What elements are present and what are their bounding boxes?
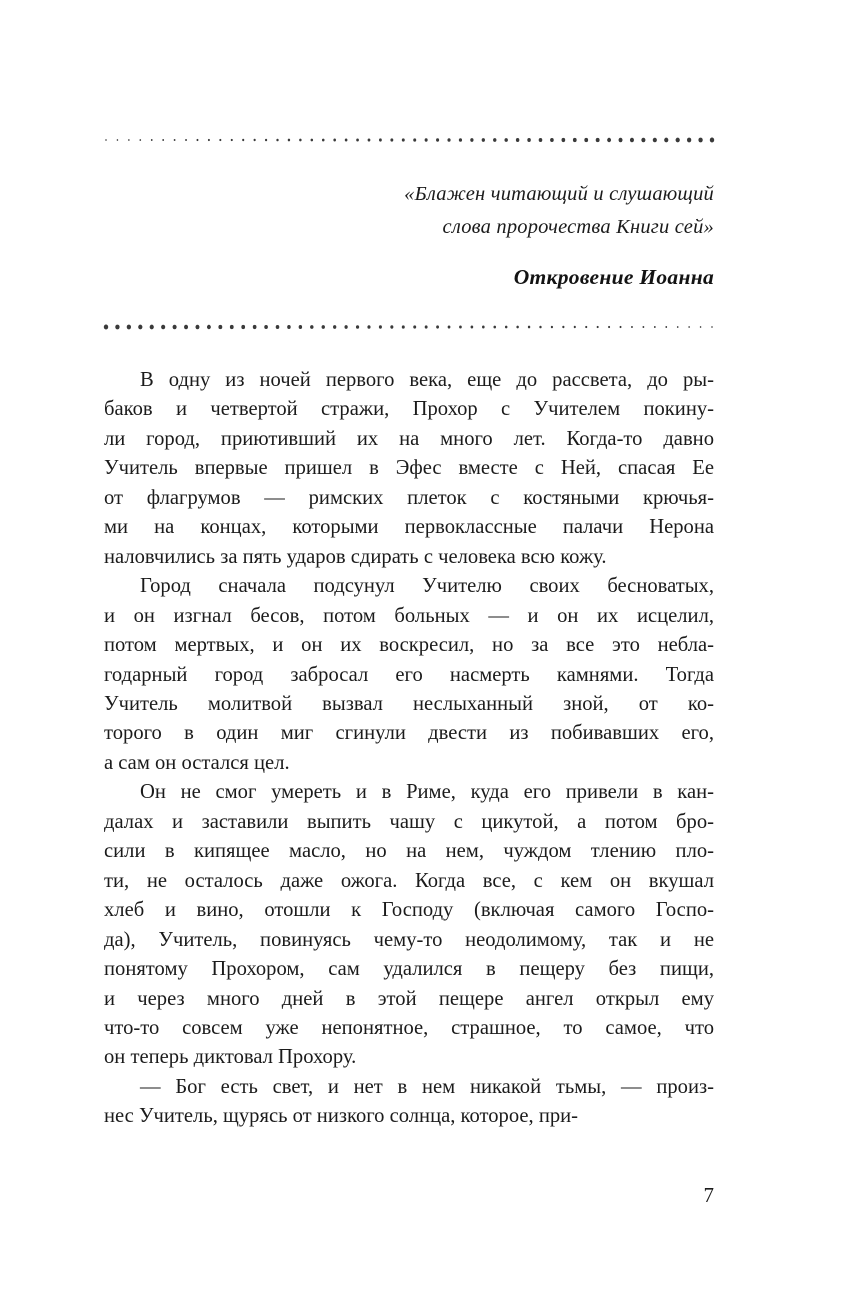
text-line: Учитель молитвой вызвал неслыханный зной, от ко- <box>104 692 714 715</box>
divider-dot <box>128 139 130 141</box>
divider-dot <box>447 138 450 142</box>
divider-dot <box>276 325 280 329</box>
text-line: Он не смог умереть и в Риме, куда его привели в кан- <box>140 781 714 804</box>
divider-dot <box>677 326 679 328</box>
divider-dot <box>195 325 199 329</box>
divider-dot <box>470 138 473 142</box>
divider-dot <box>585 326 587 328</box>
divider-dot <box>710 138 714 143</box>
text-line: да), Учитель, повинуясь чему-то неодолимому, так и не <box>104 928 714 951</box>
divider-dot <box>151 139 153 141</box>
divider-dot <box>115 325 119 330</box>
divider-dot <box>344 325 347 329</box>
divider-dot <box>641 138 645 143</box>
divider-dot <box>551 326 553 329</box>
divider-dot <box>471 326 474 329</box>
text-line: нес Учитель, щурясь от низкого солнца, которое, при- <box>104 1105 579 1128</box>
divider-dot <box>390 138 393 141</box>
divider-dot <box>687 138 691 143</box>
divider-dot <box>413 138 416 141</box>
divider-dot <box>608 326 610 328</box>
divider-dot <box>425 325 428 328</box>
epigraph-line-2: слова пророчества Книги сей» <box>442 216 714 238</box>
text-line: от флагрумов — римских плеток с костяными крючья- <box>104 486 714 509</box>
divider-dot <box>482 138 485 142</box>
paragraph <box>104 1073 714 1132</box>
dotted-divider-bottom <box>104 319 716 335</box>
divider-top-dots <box>105 138 714 143</box>
divider-dot <box>528 326 530 329</box>
paragraph <box>104 572 714 778</box>
divider-dot <box>322 325 325 329</box>
divider-dot <box>117 139 119 141</box>
divider-dot <box>208 139 210 141</box>
divider-dot <box>368 138 371 141</box>
divider-dot <box>139 139 141 141</box>
divider-dot <box>550 138 554 142</box>
divider-dot <box>516 326 518 329</box>
text-line: Город сначала подсунул Учителю своих бесноватых, <box>140 575 714 598</box>
divider-dot <box>413 325 416 328</box>
divider-dot <box>539 138 543 142</box>
divider-dot <box>311 139 313 142</box>
divider-dot <box>642 326 644 328</box>
divider-dot <box>356 138 359 141</box>
divider-dot <box>698 138 702 143</box>
text-line: годарный город забросал его насмерть камнями. Тогда <box>104 663 714 686</box>
text-line: баков и четвертой стражи, Прохор с Учителем покину- <box>104 398 714 421</box>
divider-dot <box>230 325 234 329</box>
divider-dot <box>607 138 611 142</box>
divider-dot <box>516 138 519 142</box>
divider-dot <box>676 138 680 143</box>
divider-dot <box>197 139 199 141</box>
divider-dot <box>584 138 588 142</box>
divider-dot <box>596 138 600 142</box>
text-line: торого в один миг сгинули двести из побивавших его, <box>104 722 714 745</box>
divider-dot <box>527 138 531 142</box>
divider-dot <box>425 138 428 141</box>
divider-dot <box>631 326 633 328</box>
divider-dot <box>254 139 256 141</box>
divider-dot <box>185 139 187 141</box>
divider-dot <box>288 139 290 142</box>
epigraph-line-1: «Блажен читающий и слушающий <box>404 183 714 205</box>
divider-dot <box>162 139 164 141</box>
text-line: и он изгнал бесов, потом больных — и он их исцелил, <box>104 604 714 627</box>
divider-dot <box>287 325 291 329</box>
text-line: потом мертвых, и он их воскресил, но за все это небла- <box>104 634 714 657</box>
divider-dot <box>127 325 131 330</box>
divider-dot <box>105 139 107 141</box>
divider-dot <box>539 326 541 329</box>
divider-dot <box>242 139 244 141</box>
epigraph-attribution: Откровение Иоанна <box>513 265 714 289</box>
divider-dot <box>241 325 245 329</box>
text-line: наловчились за пять ударов сдирать с человека всю кожу. <box>104 545 607 568</box>
body-text <box>104 366 714 1132</box>
paragraph <box>104 778 714 1073</box>
divider-dot <box>253 325 257 329</box>
divider-dot <box>688 326 690 328</box>
text-line: — Бог есть свет, и нет в нем никакой тьмы, — произ- <box>140 1075 714 1098</box>
dotted-divider-top <box>104 132 716 148</box>
page-number: 7 <box>703 1183 714 1207</box>
divider-dot <box>562 138 566 142</box>
divider-dot <box>402 325 405 328</box>
divider-dot <box>367 325 370 329</box>
divider-dot <box>104 325 108 330</box>
text-line: ли город, приютивший их на много лет. Когда-то давно <box>104 427 714 450</box>
divider-dot <box>161 325 165 330</box>
divider-dot <box>150 325 154 330</box>
divider-dot <box>482 326 485 329</box>
divider-dot <box>174 139 176 141</box>
text-line: понятому Прохором, сам удалился в пещеру без пищи, <box>104 958 714 981</box>
divider-dot <box>265 139 267 142</box>
divider-dot <box>264 325 268 329</box>
divider-dot <box>219 139 221 141</box>
text-line: хлеб и вино, отошли к Господу (включая самого Госпо- <box>104 899 714 922</box>
divider-dot <box>231 139 233 141</box>
divider-dot <box>333 325 336 329</box>
text-line: он теперь диктовал Прохору. <box>104 1046 357 1069</box>
divider-dot <box>436 325 439 328</box>
divider-dot <box>333 139 336 142</box>
divider-dot <box>390 325 393 328</box>
divider-dot <box>504 138 507 142</box>
divider-dot <box>505 326 507 329</box>
divider-dot <box>138 325 142 330</box>
divider-dot <box>664 138 668 143</box>
text-line: Учитель впервые пришел в Эфес вместе с Ней, спасая Ее <box>104 457 714 480</box>
text-line: а сам он остался цел. <box>104 751 290 774</box>
divider-dot <box>184 325 188 330</box>
divider-dot <box>573 138 577 142</box>
divider-dot <box>654 326 656 328</box>
divider-dot <box>493 138 496 142</box>
divider-bottom-dots <box>104 325 713 330</box>
divider-dot <box>276 139 278 142</box>
divider-dot <box>665 326 667 328</box>
divider-dot <box>173 325 177 330</box>
divider-dot <box>574 326 576 328</box>
text-line: ти, не осталось даже ожога. Когда все, с кем он вкушал <box>104 869 714 892</box>
divider-dot <box>436 138 439 141</box>
divider-dot <box>562 326 564 328</box>
text-line: далах и заставили выпить чашу с цикутой, а потом бро- <box>104 810 714 833</box>
divider-dot <box>448 325 451 328</box>
divider-dot <box>700 326 702 328</box>
divider-dot <box>653 138 657 143</box>
text-line: ми на концах, которыми первоклассные палачи Нерона <box>104 516 714 539</box>
divider-dot <box>345 139 348 142</box>
divider-dot <box>379 325 382 328</box>
text-line: что-то совсем уже непонятное, страшное, то самое, что <box>104 1016 714 1039</box>
divider-dot <box>459 325 462 328</box>
divider-dot <box>402 138 405 141</box>
text-line: В одну из ночей первого века, еще до рассвета, до ры- <box>140 369 714 391</box>
divider-dot <box>356 325 359 329</box>
divider-dot <box>218 325 222 329</box>
divider-dot <box>207 325 211 329</box>
divider-dot <box>493 326 496 329</box>
divider-dot <box>630 138 634 143</box>
divider-dot <box>310 325 313 329</box>
paragraph <box>104 366 714 572</box>
divider-dot <box>322 139 325 142</box>
divider-dot <box>299 139 301 142</box>
epigraph-block <box>104 178 714 244</box>
divider-dot <box>620 326 622 328</box>
divider-dot <box>711 326 713 328</box>
divider-dot <box>299 325 302 329</box>
divider-dot <box>597 326 599 328</box>
text-line: и через много дней в этой пещере ангел открыл ему <box>104 987 714 1010</box>
divider-dot <box>379 138 382 141</box>
divider-dot <box>619 138 623 142</box>
text-line: сили в кипящее масло, но на нем, чуждом тлению пло- <box>104 840 714 863</box>
divider-dot <box>459 138 462 142</box>
